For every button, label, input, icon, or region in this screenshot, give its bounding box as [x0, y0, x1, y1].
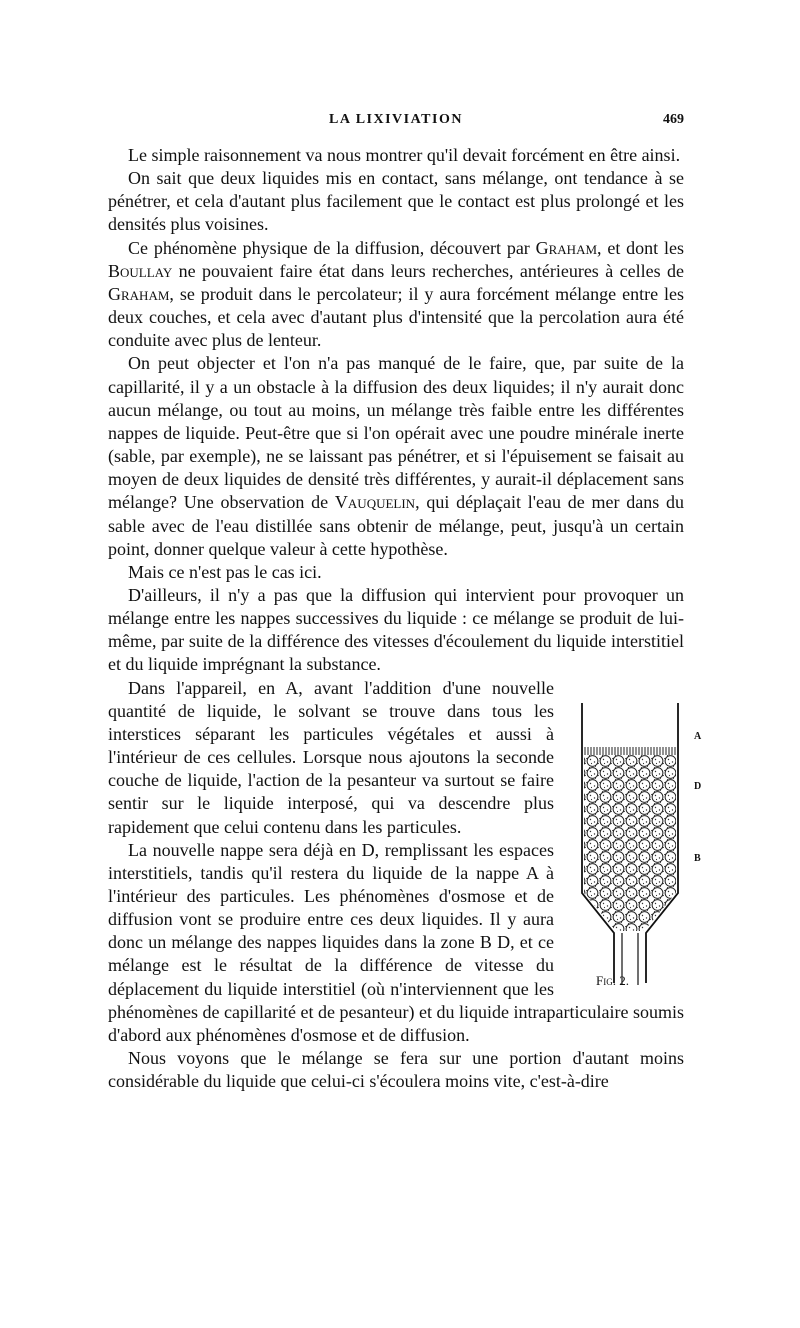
paragraph-3 — [108, 237, 684, 353]
paragraph-5: Mais ce n'est pas le cas ici. — [128, 561, 322, 582]
text-run: , qui déplaçait l'eau de mer dans du sable avec de l'eau distillée sans obtenir de mélange, peut, jusqu'à un certain point, donner quelque valeur à cette hypothèse. — [108, 492, 684, 559]
percolator-diagram — [560, 683, 710, 989]
paragraph-7: Dans l'appareil, en A, avant l'addition d'une nouvelle quantité de liquide, le solvant se trouve dans tous les interstices séparant les particules végétales et aussi à l'intérieur de ces cellules. Lorsque nous ajoutons la seconde couche de liquide, l'action de la pesanteur va surtout se faire sentir sur le liquide interposé, qui va descendre plus rapidement que celui contenu dans les particules. — [108, 677, 554, 837]
paragraph-8: La nouvelle nappe sera déjà en D, remplissant les espaces interstitiels, tandis qu'il restera du liquide de la nappe A à l'intérieur des particules. Les phénomènes d'osmose et de diffusion vont se produire entre ces deux liquides. Il y aura donc un mélange des nappes liquides dans la zone B D, et ce mélange est le résultat de la différence de vitesse du déplacement du liquide interstitiel (où n'interviennent que les phénomènes de capillarité et de pesanteur) et du liquide intraparticulaire soumis d'abord aux phénomènes d'osmose et de diffusion. — [108, 839, 684, 1045]
percolator-figure — [560, 683, 710, 989]
paragraph-9: Nous voyons que le mélange se fera sur une portion d'autant moins considérable du liquide que celui-ci s'écoulera moins vite, c'est-à-dire — [108, 1048, 684, 1092]
figure-label-b: B — [694, 852, 702, 864]
page-number: 469 — [663, 112, 684, 127]
text-run: ne pouvaient faire état dans leurs recherches, antérieures à celles de — [172, 260, 684, 281]
liquid-layer-a — [584, 747, 676, 755]
figure-caption: Fig. 2. — [596, 972, 629, 988]
running-header — [108, 112, 684, 136]
text-run: , et dont les — [597, 237, 684, 258]
running-title: LA LIXIVIATION — [329, 112, 463, 127]
paragraph-1: Le simple raisonnement va nous montrer qu'il devait forcément en être ainsi. — [128, 145, 681, 165]
figure-label-a: A — [694, 730, 702, 742]
paragraph-6: D'ailleurs, il n'y a pas que la diffusion qui intervient pour provoquer un mélange entre les nappes successives du liquide : ce mélange se produit de lui-même, par suite de la différence des vitesses d'écoulement du liquide interstitiel et du liquide imprégnant la substance. — [108, 584, 684, 675]
author-name: Boullay — [108, 260, 173, 281]
text-run: On peut objecter et l'on n'a pas manqué de le faire, que, par suite de la capillarité, il y a un obstacle à la diffusion des deux liquides; il n'y aurait donc aucun mélange, ou tout au moins, un mélange très faible entre les différentes nappes de liquide. Peut-être que si l'on opérait avec une poudre minérale inerte (sable, par exemple), ne se laissant pas pénétrer, et si l'épuisement se faisait au moyen de deux liquides de densité très différentes, y aurait-il déplacement sans mélange? Une observation de — [108, 353, 684, 513]
paragraph-2: On sait que deux liquides mis en contact, sans mélange, ont tendance à se pénétrer, et cela d'autant plus facilement que le contact est plus prolongé et les densités plus voisines. — [108, 168, 684, 235]
body-text — [108, 144, 702, 1093]
figure-label-d: D — [694, 780, 702, 792]
text-run: Ce phénomène physique de la diffusion, découvert par — [128, 237, 536, 258]
particle-bed — [584, 755, 676, 935]
text-run: , se produit dans le percolateur; il y aura forcément mélange entre les deux couches, et cela avec d'autant plus d'intensité que la percolation aura été conduite avec plus de lenteur. — [108, 283, 684, 351]
paragraph-4 — [108, 352, 684, 560]
author-name: Vauquelin — [334, 492, 416, 513]
author-name: Graham — [108, 283, 170, 304]
author-name: Graham — [535, 237, 598, 258]
